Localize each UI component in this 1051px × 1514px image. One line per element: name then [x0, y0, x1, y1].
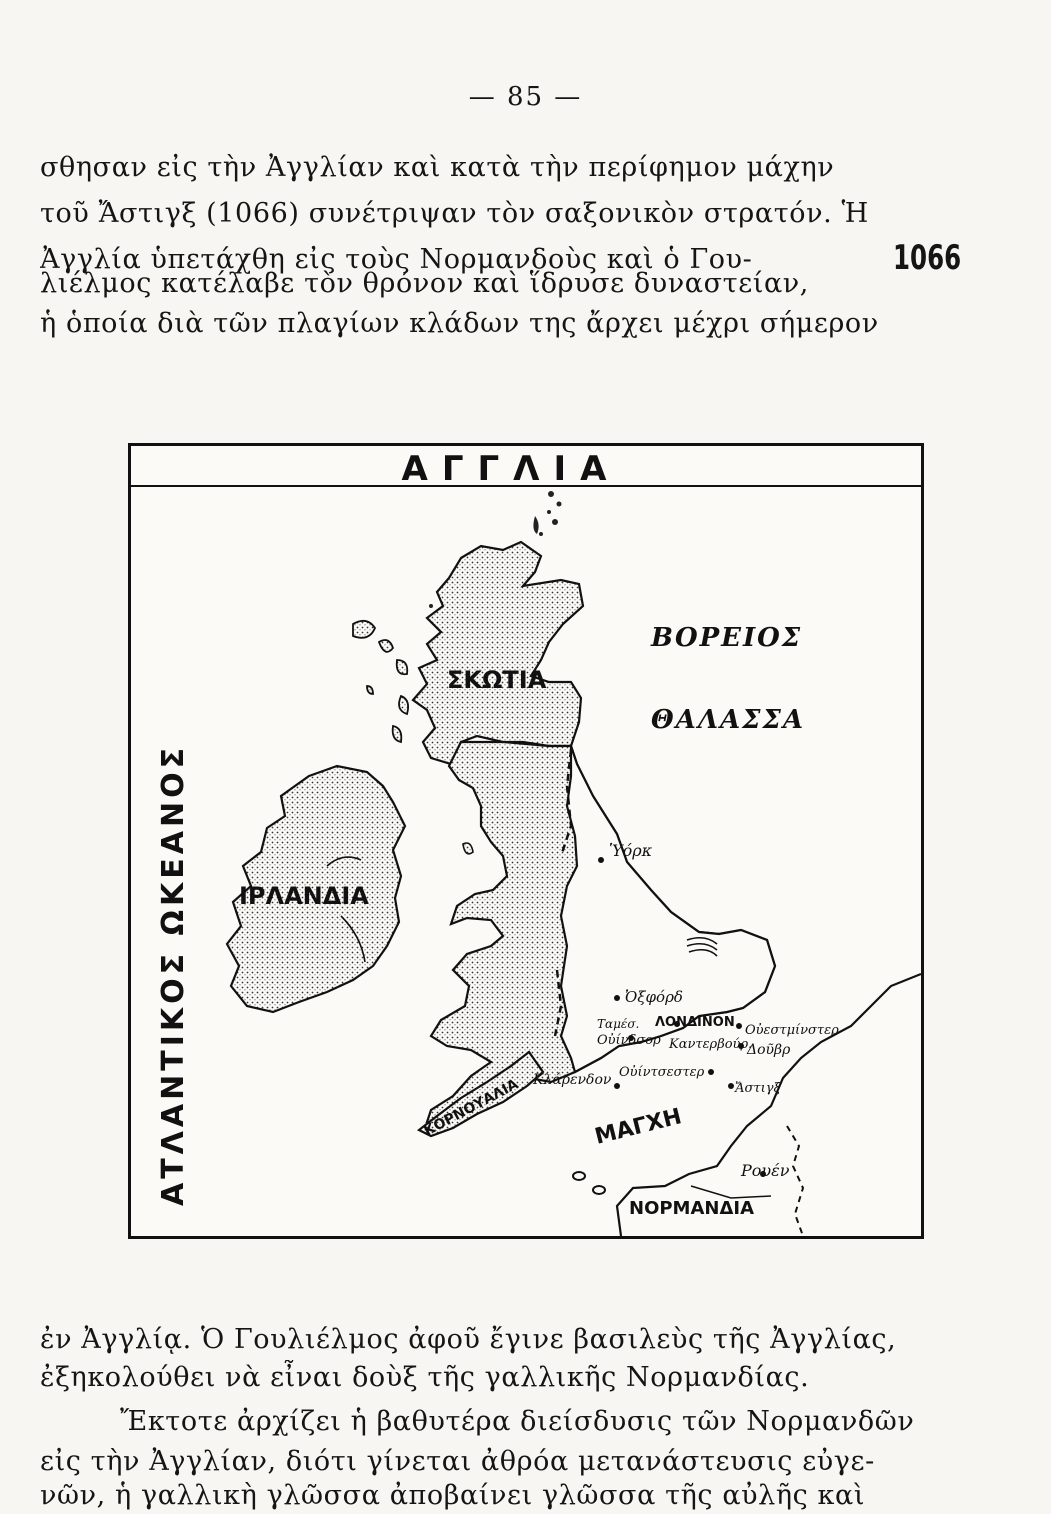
- text-line: σθησαν εἰς τὴν Ἀγγλίαν καὶ κατὰ τὴν περίφημον μάχην: [40, 152, 835, 183]
- scotland-landmass: [413, 542, 583, 764]
- label-winchester: Οὐίντσεστερ: [619, 1065, 705, 1080]
- label-thames: Ταμέσ.: [597, 1017, 640, 1031]
- label-north-sea-2: ΘΑΛΑΣΣΑ: [651, 705, 806, 735]
- margin-year-note: 1066: [893, 238, 962, 278]
- label-oxford: Ὀξφόρδ: [625, 988, 683, 1006]
- label-hastings: Ἄστιγξ: [735, 1081, 781, 1096]
- text-line: ἡ ὁποία διὰ τῶν πλαγίων κλάδων της ἄρχει μέχρι σήμερον: [40, 308, 879, 339]
- label-cornwall: ΚΟΡΝΟΥΑΛΙΑ: [421, 1076, 522, 1140]
- label-windsor: Οὐίνδσορ: [597, 1033, 661, 1048]
- channel-islands: [573, 1172, 605, 1194]
- label-scotland: ΣΚΩΤΙΑ: [447, 666, 547, 694]
- label-north-sea-1: ΒΟΡΕΙΟΣ: [651, 623, 803, 653]
- map-title: ΑΓΓΛΙΑ: [401, 449, 621, 489]
- label-york: Ὑόρκ: [609, 841, 653, 860]
- text-line: λιέλμος κατέλαβε τὸν θρόνον καὶ ἵδρυσε δυναστείαν,: [40, 268, 809, 299]
- page-number: — 85 —: [468, 82, 583, 112]
- map-drawing: [131, 446, 921, 1236]
- text-line: ἐξηκολούθει νὰ εἶναι δοὺξ τῆς γαλλικῆς Νορμανδίας.: [40, 1362, 810, 1393]
- label-clarendon: Κλάρενδον: [533, 1072, 612, 1088]
- label-dover: Δοῦβρ: [747, 1042, 791, 1058]
- label-westminster: Οὐεστμίνστερ: [745, 1023, 839, 1038]
- text-line: εἰς τὴν Ἀγγλίαν, διότι γίνεται ἀθρόα μετανάστευσις εὐγε-: [40, 1446, 875, 1477]
- text-line: τοῦ Ἄστιγξ (1066) συνέτριψαν τὸν σαξονικὸν στρατόν. Ἡ: [40, 198, 869, 229]
- label-canterbury: Καντερβούρ.: [669, 1037, 753, 1052]
- label-rouen: Ρουέν: [741, 1161, 790, 1180]
- map-figure: [128, 443, 924, 1239]
- label-ireland: ΙΡΛΑΝΔΙΑ: [239, 882, 369, 910]
- label-atlantic: ΑΤΛΑΝΤΙΚΟΣ ΩΚΕΑΝΟΣ: [156, 743, 191, 1206]
- label-normandy: ΝΟΡΜΑΝΔΙΑ: [629, 1198, 755, 1219]
- text-line: νῶν, ἡ γαλλικὴ γλῶσσα ἀποβαίνει γλῶσσα τῆς αὐλῆς καὶ: [40, 1480, 866, 1511]
- text-line: Ἀγγλία ὑπετάχθη εἰς τοὺς Νορμανδοὺς καὶ ὁ Γου-: [40, 244, 753, 275]
- label-london: ΛΟΝΔΙΝΟΝ: [655, 1015, 735, 1030]
- text-line: Ἔκτοτε ἀρχίζει ἡ βαθυτέρα διείσδυσις τῶν Νορμανδῶν: [120, 1406, 915, 1437]
- hebrides: [353, 621, 408, 742]
- label-channel: ΜΑΓΧΗ: [592, 1104, 685, 1150]
- text-line: ἐν Ἀγγλίᾳ. Ὁ Γουλιέλμος ἀφοῦ ἔγινε βασιλεὺς τῆς Ἀγγλίας,: [40, 1324, 897, 1355]
